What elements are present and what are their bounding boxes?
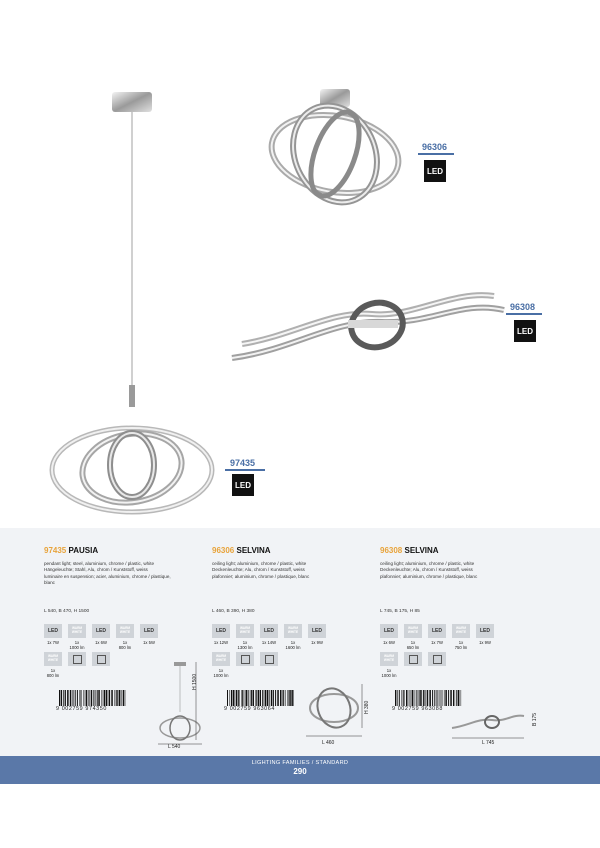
spec-text: 750 lm [454, 645, 468, 650]
feature-icon [260, 652, 278, 666]
spec-text: 1x [458, 640, 464, 645]
product-name: SELVINA [404, 546, 439, 555]
led-icon: LED [260, 624, 278, 638]
dimension-length-label: L 460 [322, 740, 335, 746]
spec-item [68, 652, 86, 678]
spec-item [476, 624, 494, 650]
led-icon: LED [476, 624, 494, 638]
led-icon: LED [92, 624, 110, 638]
product-title [44, 546, 204, 555]
spec-item [92, 652, 110, 678]
feature-icon [236, 652, 254, 666]
ceiling-dimension-drawing [300, 680, 370, 740]
symbol-icon [409, 655, 418, 664]
led-icon: LED [140, 624, 158, 638]
product-title [212, 546, 372, 555]
feature-icon [68, 652, 86, 666]
desc-line: luminaire en suspension; acier, aluminium, chrome / plastique, [44, 573, 171, 579]
warm-white-icon: WARM WHITE [68, 624, 86, 638]
warm-white-icon: WARM WHITE [284, 624, 302, 638]
product-name: SELVINA [236, 546, 271, 555]
spec-item [116, 624, 134, 650]
desc-line: blanc [44, 580, 55, 586]
barcode-number: 9 002759 974350 [56, 706, 107, 712]
spec-text: 1x 6W [95, 640, 107, 645]
spec-text: 1x 9W [311, 640, 323, 645]
spec-item [68, 624, 86, 650]
warm-white-icon: WARM WHITE [236, 624, 254, 638]
spec-text: 800 lm [46, 673, 60, 678]
spec-item [428, 652, 446, 678]
feature-icon [404, 652, 422, 666]
page-number: 290 [293, 767, 307, 776]
spec-item [44, 624, 62, 650]
spec-item [404, 624, 422, 650]
spec-item [260, 624, 278, 650]
spec-item [284, 624, 302, 650]
product-number: 97435 [44, 546, 67, 555]
spec-item [308, 624, 326, 650]
desc-line: Deckenleuchte; Alu, chrom / Kunststoff, weiss [380, 567, 473, 573]
spec-icon-row [44, 652, 110, 678]
product-name: PAUSIA [68, 546, 99, 555]
dimension-length-label: L 540 [168, 744, 181, 750]
desc-line: ceiling light; aluminium, chrome / plastic, white [212, 561, 307, 566]
product-column-96308 [380, 546, 540, 580]
product-dimensions: L 540, B 470, H 1500 [44, 609, 90, 614]
spec-text: 1x 9W [479, 640, 491, 645]
spec-item [140, 624, 158, 650]
feature-icon [92, 652, 110, 666]
dimension-height-label: H 380 [364, 700, 370, 714]
spec-item [380, 652, 398, 678]
warm-white-icon: WARM WHITE [212, 652, 230, 666]
warm-white-icon: WARM WHITE [380, 652, 398, 666]
spec-item [212, 652, 230, 678]
barcode-number: 9 002759 963064 [224, 706, 275, 712]
spec-text: 1000 lm [69, 645, 85, 650]
desc-line: Deckenleuchte; Alu, chrom / Kunststoff, weiss [212, 567, 305, 573]
spec-text: 650 lm [406, 645, 420, 650]
feature-icon [428, 652, 446, 666]
spec-text: 1x [74, 640, 80, 645]
spec-item [236, 624, 254, 650]
symbol-icon [97, 655, 106, 664]
spec-text: 1x 6W [383, 640, 395, 645]
spec-text: 1x 7W [431, 640, 443, 645]
spec-item [92, 624, 110, 650]
spec-text: 1x [386, 668, 392, 673]
led-icon: LED [212, 624, 230, 638]
spec-text: 1600 lm [285, 645, 301, 650]
warm-white-icon: WARM WHITE [404, 624, 422, 638]
product-number: 96306 [212, 546, 235, 555]
product-dimensions: L 745, B 175, H 85 [380, 609, 420, 614]
symbol-icon [241, 655, 250, 664]
spec-item [452, 624, 470, 650]
spec-item [428, 624, 446, 650]
pendant-light-photo [40, 80, 230, 520]
desc-line: ceiling light; aluminium, chrome / plastic, white [380, 561, 475, 566]
led-badge: LED [514, 320, 536, 342]
warm-white-icon: WARM WHITE [44, 652, 62, 666]
spec-icon-row [212, 624, 326, 650]
product-code-label: 96306 [422, 142, 448, 152]
pendant-dimension-drawing [150, 660, 210, 750]
led-badge: LED [424, 160, 446, 182]
spec-item [404, 652, 422, 678]
spec-item [380, 624, 398, 650]
product-number: 96308 [380, 546, 403, 555]
spec-text: 1x [218, 668, 224, 673]
spec-text: 1x 14W [261, 640, 277, 645]
dimension-width-label: B 175 [532, 712, 538, 726]
spec-text: 1000 lm [381, 673, 397, 678]
spec-icon-row [44, 624, 158, 650]
footer-section-title: LIGHTING FAMILIES / STANDARD [251, 760, 349, 766]
spec-text: 1000 lm [213, 673, 229, 678]
spec-text: 1x [242, 640, 248, 645]
dimension-length-label: L 745 [482, 740, 495, 746]
led-icon: LED [308, 624, 326, 638]
ceiling-light-photo [262, 84, 412, 214]
spec-item [236, 652, 254, 678]
ceiling-light-long-photo [222, 280, 512, 375]
code-underline [418, 153, 454, 155]
product-description [212, 561, 372, 580]
product-code-label: 96308 [510, 302, 536, 312]
code-underline [225, 469, 265, 471]
product-dimensions: L 460, B 390, H 380 [212, 609, 255, 614]
product-column-96306 [212, 546, 372, 580]
spec-text: 1x [50, 668, 56, 673]
spec-icon-row [212, 652, 278, 678]
spec-text: 1x [290, 640, 296, 645]
spec-icon-row [380, 652, 446, 678]
spec-text: 1300 lm [237, 645, 253, 650]
product-code-label: 97435 [230, 458, 256, 468]
product-title [380, 546, 540, 555]
led-icon: LED [44, 624, 62, 638]
dimension-height-label: H 1500 [192, 673, 198, 690]
spec-item [260, 652, 278, 678]
ceiling-long-dimension-drawing [448, 706, 528, 742]
barcode-number: 9 002759 963088 [392, 706, 443, 712]
spec-item [212, 624, 230, 650]
desc-line: plafonnier; aluminium, chrome / plastique, blanc [212, 573, 310, 579]
symbol-icon [433, 655, 442, 664]
spec-item [44, 652, 62, 678]
desc-line: pendant light; steel, aluminium, chrome / plastic, white [44, 561, 155, 566]
spec-icon-row [380, 624, 494, 650]
warm-white-icon: WARM WHITE [452, 624, 470, 638]
spec-text: 1x [410, 640, 416, 645]
warm-white-icon: WARM WHITE [116, 624, 134, 638]
desc-line: Hängeleuchte; Stahl, Alu, chrom / Kunststoff, weiss [44, 567, 148, 573]
product-column-97435 [44, 546, 204, 587]
led-badge: LED [232, 474, 254, 496]
symbol-icon [73, 655, 82, 664]
symbol-icon [265, 655, 274, 664]
led-icon: LED [428, 624, 446, 638]
product-description [44, 561, 204, 587]
desc-line: plafonnier; aluminium, chrome / plastique, blanc [380, 573, 478, 579]
code-underline [506, 313, 542, 315]
spec-text: 1x [122, 640, 128, 645]
spec-text: 1x 7W [47, 640, 59, 645]
spec-text: 800 lm [118, 645, 132, 650]
spec-text: 1x 12W [213, 640, 229, 645]
product-description [380, 561, 540, 580]
spec-text: 1x 5W [143, 640, 155, 645]
page-footer [0, 756, 600, 784]
led-icon: LED [380, 624, 398, 638]
